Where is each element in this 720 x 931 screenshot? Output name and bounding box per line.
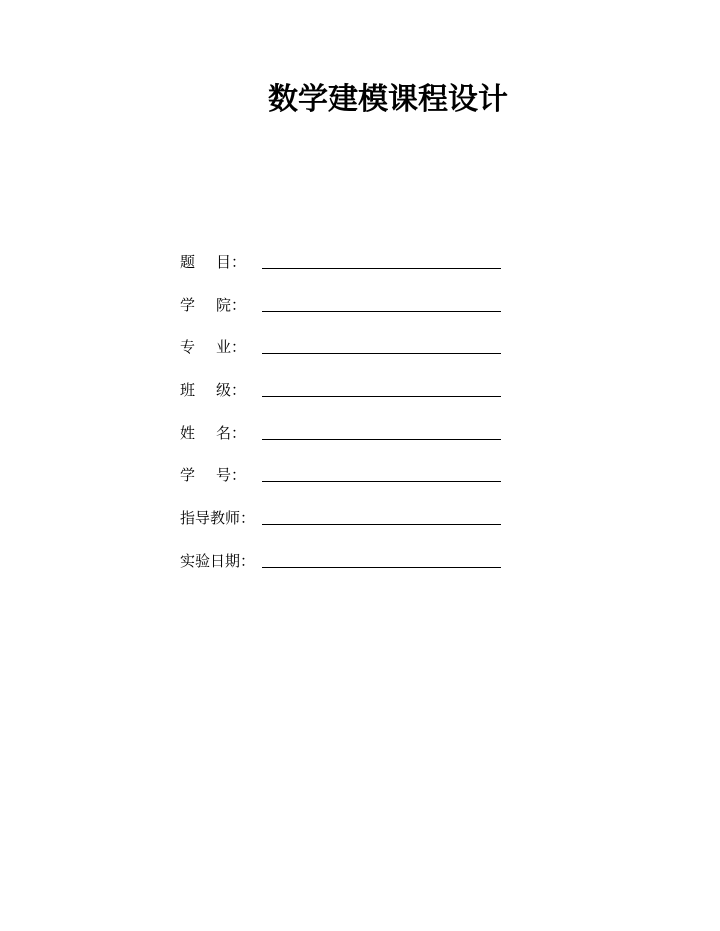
label-char: 业： (215, 338, 246, 357)
cover-info-form (180, 247, 510, 589)
field-label-name (180, 422, 246, 444)
label-char: 号： (215, 466, 246, 485)
label-char: 名： (215, 423, 246, 442)
field-row-college (180, 290, 510, 333)
field-row-topic (180, 247, 510, 290)
field-row-advisor (180, 503, 510, 546)
field-label-student-id (180, 464, 246, 486)
label-char: 级： (215, 381, 246, 400)
field-blank-line[interactable] (262, 311, 501, 312)
field-label-experiment-date: 实验日期： (180, 551, 256, 570)
label-char: 姓 (180, 423, 196, 442)
field-row-class (180, 375, 510, 418)
field-label-college (180, 294, 246, 316)
field-blank-line[interactable] (262, 481, 501, 482)
document-title: 数学建模课程设计 (268, 82, 508, 117)
label-char: 目： (215, 253, 246, 271)
label-char: 学 (180, 466, 196, 485)
label-char: 专 (180, 338, 196, 357)
field-row-student-id (180, 460, 510, 503)
field-blank-line[interactable] (262, 439, 501, 440)
field-label-advisor: 指导教师： (180, 509, 256, 528)
field-blank-line[interactable] (262, 396, 501, 397)
label-char: 班 (180, 381, 196, 400)
field-blank-line[interactable] (262, 524, 501, 525)
field-row-experiment-date (180, 546, 510, 589)
label-char: 院： (215, 295, 246, 314)
field-blank-line[interactable] (262, 353, 501, 354)
field-row-name (180, 418, 510, 461)
field-label-topic (180, 251, 246, 273)
field-blank-line[interactable] (262, 268, 501, 269)
label-char: 学 (180, 295, 196, 314)
field-blank-line[interactable] (262, 567, 501, 568)
field-label-class (180, 379, 246, 401)
field-row-major (180, 332, 510, 375)
field-label-major (180, 336, 246, 358)
label-char: 题 (180, 253, 196, 271)
